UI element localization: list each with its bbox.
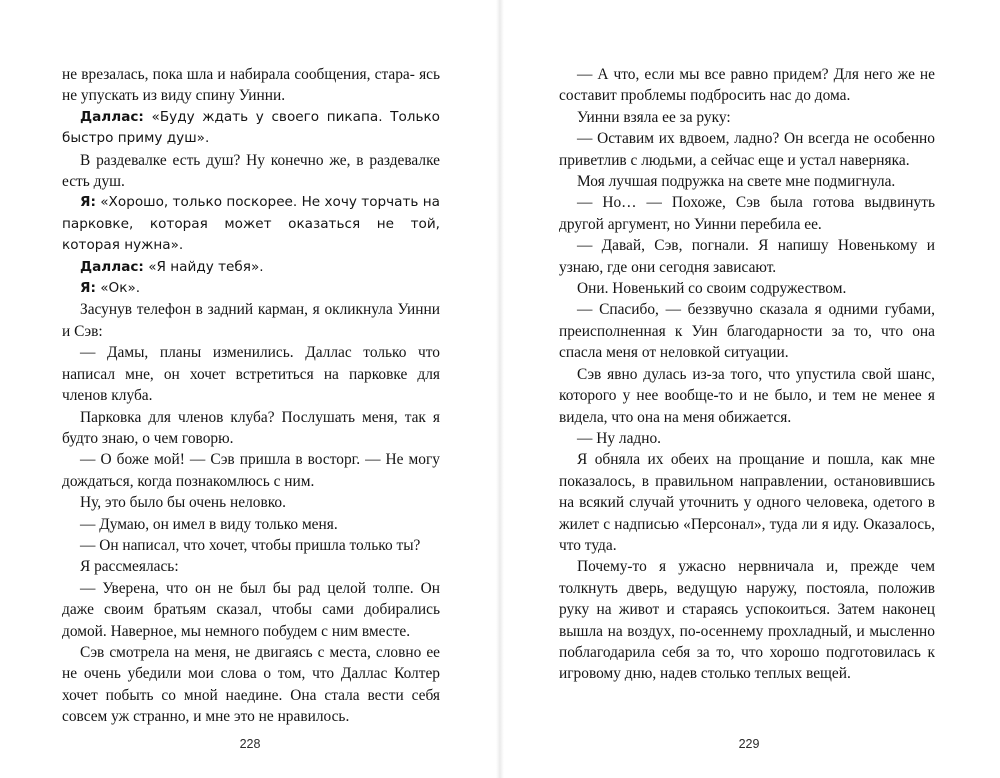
text-message-dallas-2: Даллас: «Я найду тебя». (80, 258, 264, 275)
paragraph: — Дамы, планы изменились. Даллас только что написал мне, он хочет встретиться на парковке для членов клуба. (62, 344, 440, 405)
paragraph: Уинни взяла ее за руку: (577, 108, 731, 126)
paragraph: Почему-то я ужасно нервничала и, прежде чем толкнуть дверь, ведущую наружу, постояла, положив руку на живот и стараясь успокоиться. Затем наконец вышла на воздух, по-осеннему прохладный, и мысленно поблагодарила себя за то, что хорошо подготовилась к игровому дню, надев столько теплых вещей. (559, 558, 935, 683)
paragraph: — Ну ладно. (577, 429, 662, 447)
paragraph: Сэв явно дулась из-за того, что упустила свой шанс, которого у нее вообще-то и не было, и тем не менее я видела, что она на меня обижается. (559, 365, 935, 426)
paragraph: — Оставим их вдвоем, ладно? Он всегда не особенно приветлив с людьми, а сейчас еще и устал наверняка. (559, 130, 935, 169)
paragraph: — Давай, Сэв, погнали. Я напишу Новенькому и узнаю, где они сегодня зависают. (559, 237, 935, 276)
paragraph: Моя лучшая подружка на свете мне подмигнула. (577, 173, 896, 191)
paragraph: Сэв смотрела на меня, не двигаясь с места, словно ее не очень убедили мои слова о том, что Даллас Колтер хочет побыть со мной наедине. Она стала вести себя совсем уж странно, и мне это не нравилось. (62, 643, 440, 726)
sender-label: Я: (80, 194, 96, 211)
page-number-right: 229 (738, 737, 760, 751)
text-message-me-2: Я: «Ок». (80, 280, 141, 297)
paragraph: — О боже мой! — Сэв пришла в восторг. — Не могу дождаться, когда познакомлюсь с ним. (62, 451, 440, 490)
text-message-dallas-1: Даллас: «Буду ждать у своего пикапа. Только быстро приму душ». (62, 108, 440, 147)
book-gutter (496, 0, 504, 778)
sender-label: Я: (80, 280, 96, 297)
sender-label: Даллас: (80, 258, 144, 275)
page-number-left: 228 (239, 737, 261, 751)
paragraph-continued: не врезалась, пока шла и набирала сообщения, стара- ясь не упускать из виду спину Уинни. (62, 66, 440, 105)
paragraph: — Спасибо, — беззвучно сказала я одними губами, преисполненная к Уин благодарности за то, что она спасла меня от неловкой ситуации. (559, 301, 935, 362)
paragraph: — Он написал, что хочет, чтобы пришла только ты? (80, 536, 421, 554)
paragraph: Ну, это было бы очень неловко. (80, 494, 286, 512)
text-message-me-1: Я: «Хорошо, только поскорее. Не хочу торчать на парковке, которая может оказаться не той, которая нужна». (62, 194, 440, 254)
paragraph: — А что, если мы все равно придем? Для него же не составит проблемы подбросить нас до дома. (559, 66, 935, 105)
paragraph: Я обняла их обеих на прощание и пошла, как мне показалось, в правильном направлении, остановившись на всякий случай уточнить у одного человека, одетого в жилет с надписью «Персонал», туда ли я иду. Оказалось, что туда. (559, 451, 935, 554)
paragraph: — Думаю, он имел в виду только меня. (80, 515, 338, 533)
paragraph: — Но… — Похоже, Сэв была готова выдвинуть другой аргумент, но Уинни перебила ее. (559, 194, 935, 233)
sender-label: Даллас: (80, 108, 144, 125)
paragraph: В раздевалке есть душ? Ну конечно же, в раздевалке есть душ. (62, 151, 440, 191)
paragraph: Я рассмеялась: (80, 558, 179, 576)
right-page (559, 64, 935, 685)
paragraph: — Уверена, что он не был бы рад целой толпе. Он даже своим братьям сказал, чтобы сами добирались домой. Наверное, мы немного побудем с ним вместе. (62, 579, 440, 640)
left-page (62, 64, 440, 728)
paragraph: Парковка для членов клуба? Послушать меня, так я будто знаю, о чем говорю. (62, 408, 440, 447)
paragraph: Засунув телефон в задний карман, я окликнула Уинни и Сэв: (62, 301, 440, 340)
paragraph: Они. Новенький со своим содружеством. (577, 280, 847, 298)
